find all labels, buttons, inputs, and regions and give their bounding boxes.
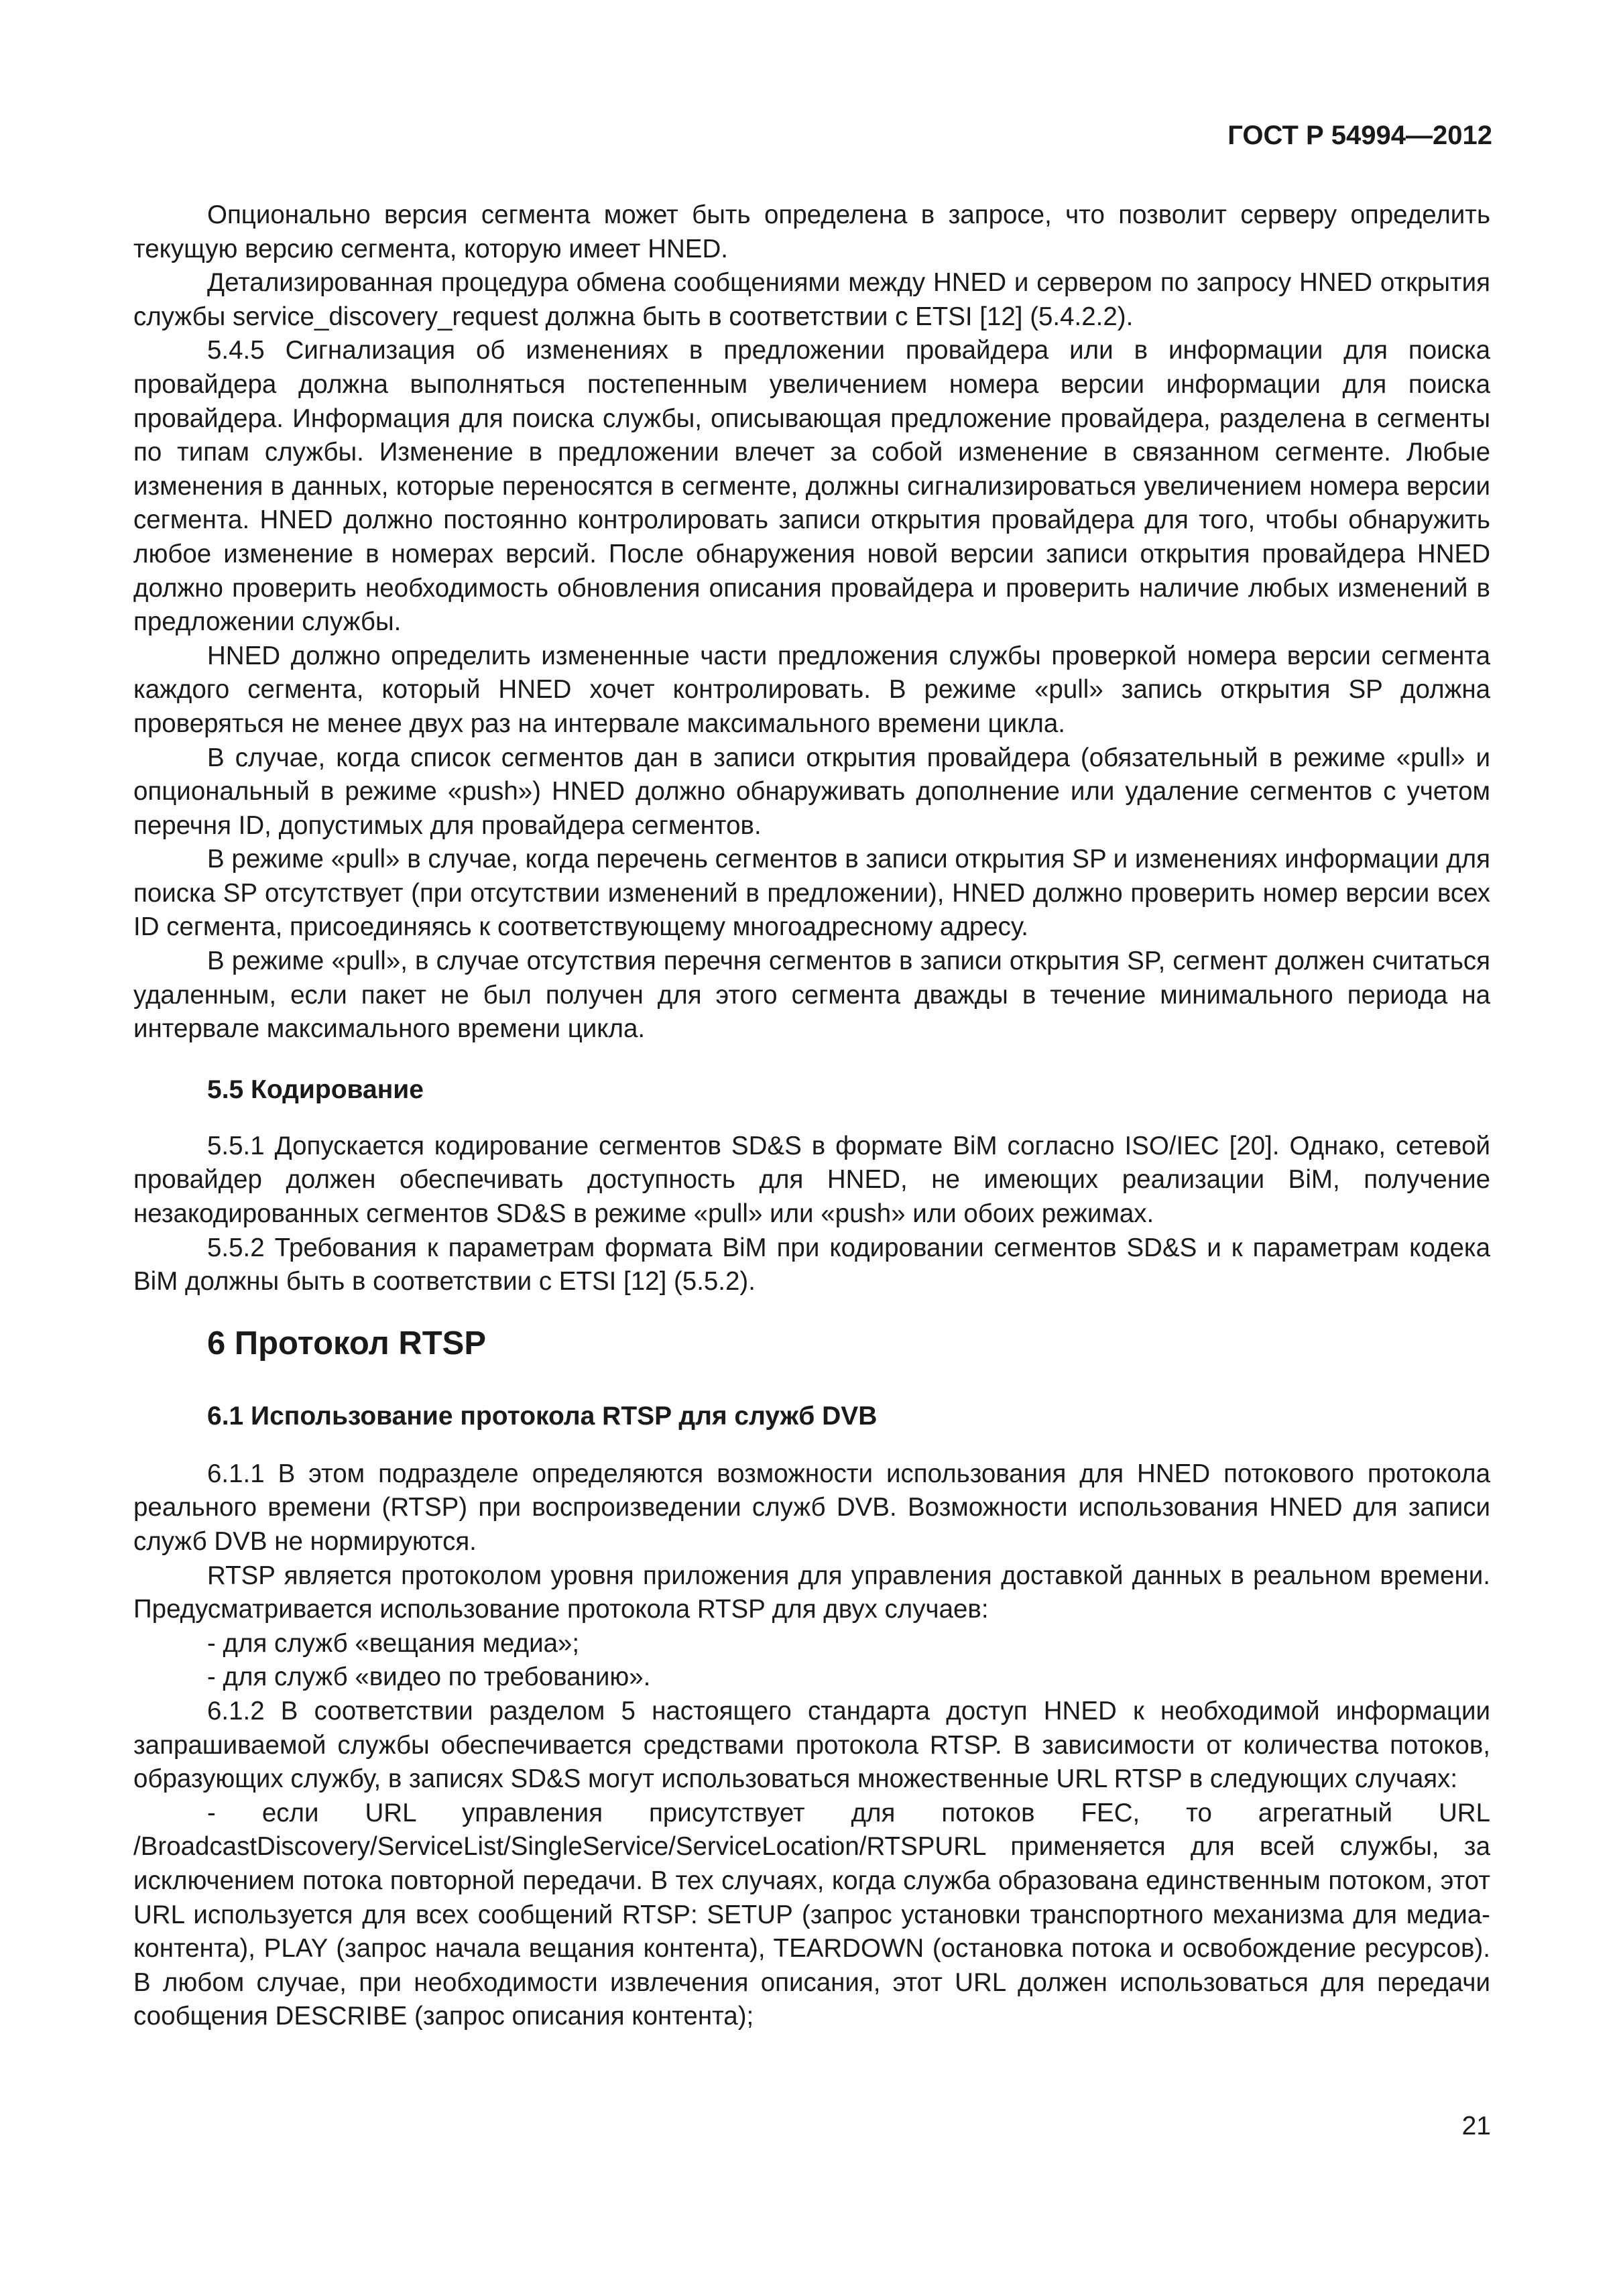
paragraph: 5.5.1 Допускается кодирование сегментов SD&S в формате BiM согласно ISO/IEC [20]. Однако, сетевой провайдер должен обеспечивать доступность для HNED, не имеющих реализации BiM, получение незакодированных сегментов SD&S в режиме «pull» или «push» или обоих режимах. — [133, 1131, 1490, 1229]
list-item: - для служб «видео по требованию». — [207, 1663, 651, 1692]
list-item: - если URL управления присутствует для потоков FEC, то агрегатный URL /BroadcastDiscovery/ServiceList/SingleService/ServiceLocation/RTSPURL применяется для всей службы, за исключением потока повторной передачи. В тех случаях, когда служба образована единственным потоком, этот URL используется для всех сообщений RTSP: SETUP (запрос установки транспортного механизма для медиа-контента), PLAY (запрос начала вещания контента), TEARDOWN (остановка потока и освобождение ресурсов). В любом случае, при необходимости извлечения описания, этот URL должен использоваться для передачи сообщения DESCRIBE (запрос описания контента); — [133, 1798, 1490, 2031]
section-heading: 6 Протокол RTSP — [207, 1325, 487, 1362]
paragraph: 6.1.1 В этом подразделе определяются возможности использования для HNED потокового протокола реального времени (RTSP) при воспроизведении служб DVB. Возможности использования HNED для записи служб DVB не нормируются. — [133, 1459, 1490, 1556]
paragraph: В случае, когда список сегментов дан в записи открытия провайдера (обязательный в режиме «pull» и опциональный в режиме «push») HNED должно обнаруживать дополнение или удаление сегментов с учетом перечня ID, допустимых для провайдера сегментов. — [133, 743, 1490, 840]
subsection-heading: 5.5 Кодирование — [207, 1075, 424, 1104]
paragraph: 5.5.2 Требования к параметрам формата BiM при кодировании сегментов SD&S и к параметрам кодека BiM должны быть в соответствии с ETSI [12] (5.5.2). — [133, 1233, 1490, 1296]
list-item: - для служб «вещания медиа»; — [207, 1628, 580, 1658]
paragraph: RTSP является протоколом уровня приложения для управления доставкой данных в реальном времени. Предусматривается использование протокола RTSP для двух случаев: — [133, 1561, 1490, 1624]
paragraph: 5.4.5 Сигнализация об изменениях в предложении провайдера или в информации для поиска провайдера должна выполняться постепенным увеличением номера версии информации для поиска провайдера. Информация для поиска службы, описывающая предложение провайдера, разделена в сегменты по типам службы. Изменение в предложении влечет за собой изменение в связанном сегменте. Любые изменения в данных, которые переносятся в сегменте, должны сигнализироваться увеличением номера версии сегмента. HNED должно постоянно контролировать записи открытия провайдера для того, чтобы обнаружить любое изменение в номерах версий. После обнаружения новой версии записи открытия провайдера HNED должно проверить необходимость обновления описания провайдера и проверить наличие любых изменений в предложении службы. — [133, 336, 1490, 637]
subsection-heading: 6.1 Использование протокола RTSP для служб DVB — [207, 1401, 878, 1431]
document-body — [133, 198, 1490, 2034]
page-number: 21 — [1461, 2112, 1491, 2140]
standard-code-header: ГОСТ Р 54994—2012 — [1227, 121, 1492, 150]
paragraph: В режиме «pull» в случае, когда перечень сегментов в записи открытия SP и изменениях информации для поиска SP отсутствует (при отсутствии изменений в предложении), HNED должно проверить номер версии всех ID сегмента, присоединяясь к соответствующему многоадресному адресу. — [133, 845, 1490, 942]
paragraph: 6.1.2 В соответствии разделом 5 настоящего стандарта доступ HNED к необходимой информации запрашиваемой службы обеспечивается средствами протокола RTSP. В зависимости от количества потоков, образующих службу, в записях SD&S могут использоваться множественные URL RTSP в следующих случаях: — [133, 1696, 1490, 1794]
paragraph: Детализированная процедура обмена сообщениями между HNED и сервером по запросу HNED открытия службы service_discovery_request должна быть в соответствии с ETSI [12] (5.4.2.2). — [133, 268, 1490, 331]
paragraph: HNED должно определить измененные части предложения службы проверкой номера версии сегмента каждого сегмента, который HNED хочет контролировать. В режиме «pull» запись открытия SP должна проверяться не менее двух раз на интервале максимального времени цикла. — [133, 641, 1490, 738]
paragraph: В режиме «pull», в случае отсутствия перечня сегментов в записи открытия SP, сегмент должен считаться удаленным, если пакет не был получен для этого сегмента дважды в течение минимального периода на интервале максимального времени цикла. — [133, 947, 1490, 1044]
paragraph: Опционально версия сегмента может быть определена в запросе, что позволит серверу определить текущую версию сегмента, которую имеет HNED. — [133, 200, 1490, 263]
